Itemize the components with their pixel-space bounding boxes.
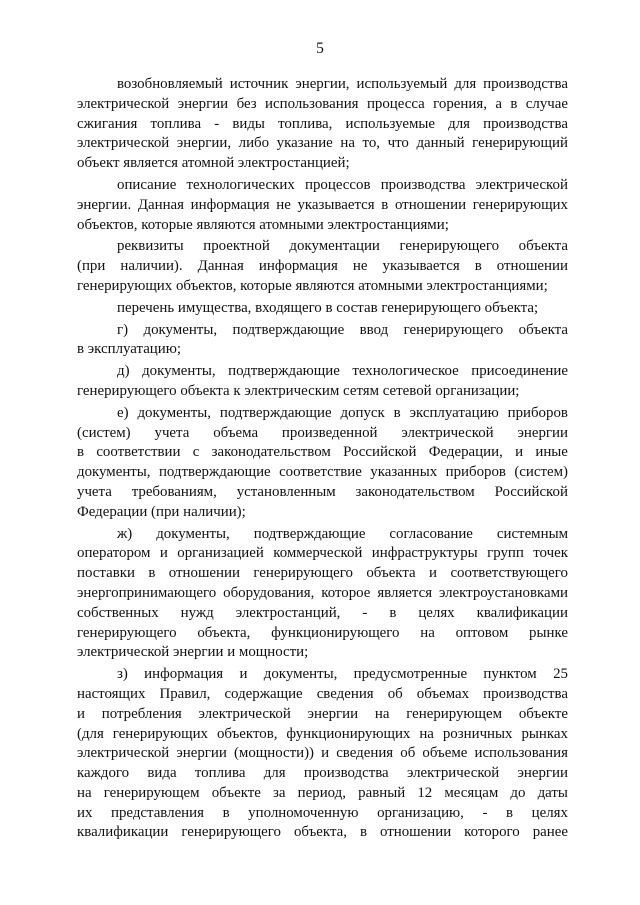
word: реквизиты — [117, 238, 184, 255]
word: электрической — [77, 95, 170, 112]
word: генерирующий — [472, 135, 568, 152]
word: электрической — [401, 424, 494, 441]
word: в — [474, 258, 482, 275]
word: содержащие — [224, 685, 303, 702]
word: и — [515, 444, 524, 461]
word: генерирующего — [181, 824, 281, 841]
word: е) — [117, 404, 129, 421]
word: является — [123, 155, 182, 172]
word: точек — [533, 545, 568, 562]
text-line — [77, 362, 568, 382]
word: иные — [535, 444, 568, 461]
word: энергии — [517, 765, 568, 782]
word: г) — [117, 321, 129, 338]
word: генерирующего — [403, 321, 504, 338]
word: законодательством — [211, 444, 331, 461]
word: производства — [303, 765, 389, 782]
word: для — [448, 115, 470, 132]
word: организации; — [435, 382, 520, 399]
word: коммерческой — [273, 545, 363, 562]
word: для — [454, 76, 477, 92]
text-line — [77, 340, 568, 360]
word: документы, — [263, 666, 338, 683]
word: случае — [525, 95, 568, 112]
word: и — [227, 644, 239, 661]
word: объекта — [366, 565, 416, 582]
word: функционирующего — [271, 624, 400, 641]
word: системным — [496, 525, 568, 542]
word: 12 — [417, 784, 433, 801]
word: энергии — [176, 745, 227, 762]
word: ввод — [359, 321, 389, 338]
word: объеме — [422, 745, 468, 762]
word: и — [159, 545, 168, 562]
word: квалификации — [77, 824, 169, 841]
word: и — [429, 565, 438, 582]
word: до — [510, 784, 526, 801]
word: поставки — [77, 565, 135, 582]
word: объекта — [518, 321, 568, 338]
word: сетевой — [382, 382, 436, 399]
word: законодательством — [355, 483, 475, 500]
word: а — [495, 95, 502, 112]
word: электроустановками — [438, 584, 568, 601]
word: эксплуатацию — [409, 404, 499, 421]
word: объекта — [180, 382, 234, 399]
word: данный — [416, 135, 465, 152]
text-line — [77, 134, 568, 154]
word: указанных — [370, 464, 438, 481]
word: не — [276, 196, 291, 213]
word: Данная — [197, 258, 244, 275]
word: объекта — [518, 238, 568, 255]
word: которые — [141, 216, 197, 233]
word: процессов — [304, 176, 371, 193]
word: отношении — [496, 258, 568, 275]
word: сжигания — [77, 115, 138, 132]
word: в — [77, 444, 85, 461]
text-line — [77, 424, 568, 444]
word: объекта; — [484, 299, 539, 316]
word: з) — [117, 666, 128, 683]
text-line — [77, 564, 568, 584]
word: подтверждающие — [219, 404, 332, 421]
word: технологическое — [352, 363, 459, 380]
word: приборов — [507, 404, 568, 421]
text-line — [77, 95, 568, 115]
word: электрическим — [244, 382, 344, 399]
word: организацией — [177, 545, 264, 562]
word: отношении — [168, 565, 240, 582]
word: энергии — [307, 705, 359, 722]
word: 25 — [553, 666, 568, 683]
word: для — [263, 765, 286, 782]
word: целях — [418, 604, 455, 621]
word: атомной — [181, 155, 238, 172]
word: наличии). — [120, 258, 183, 275]
word: электростанциями; — [426, 277, 548, 294]
word: Федерации, — [428, 444, 503, 461]
word: проектной — [203, 238, 270, 255]
word: потребления — [101, 705, 182, 722]
text-line — [77, 463, 568, 483]
word: Правил, — [159, 685, 211, 702]
text-line — [77, 257, 568, 277]
word: в — [393, 404, 401, 421]
word: организацию, — [377, 804, 464, 821]
word: состав — [336, 299, 382, 316]
word: соответствии — [96, 444, 181, 461]
word: энергии, — [176, 135, 232, 152]
word: являются — [196, 216, 260, 233]
word: Федерации — [77, 503, 152, 520]
text-line — [77, 382, 568, 402]
word: электрической — [77, 135, 170, 152]
word: в — [506, 804, 514, 821]
text-line — [77, 277, 568, 297]
word: равный — [358, 784, 406, 801]
word: входящего — [255, 299, 326, 316]
word: и — [239, 666, 248, 683]
word: энергии — [173, 644, 228, 661]
word: (систем) — [77, 424, 131, 441]
word: документы, — [137, 404, 211, 421]
text-line — [77, 404, 568, 424]
text-line — [77, 525, 568, 545]
word: информация — [144, 666, 224, 683]
word: то, — [362, 135, 381, 152]
word: - — [482, 804, 488, 821]
word: источник — [229, 76, 289, 92]
word: является — [377, 584, 433, 601]
word: оператором — [77, 545, 151, 562]
text-line — [77, 744, 568, 764]
word: согласование — [389, 525, 473, 542]
word: информация — [190, 196, 270, 213]
word: уполномоченную — [248, 804, 359, 821]
word: либо — [238, 135, 270, 152]
word: генерирующих — [112, 725, 208, 742]
word: установленным — [236, 483, 336, 500]
word: отношении — [380, 824, 452, 841]
word: в — [222, 804, 230, 821]
word: розничных — [442, 725, 513, 742]
word: объема — [213, 424, 259, 441]
word: вида — [147, 765, 177, 782]
word: электрической — [77, 644, 173, 661]
word: представления — [111, 804, 204, 821]
word: отношении — [394, 196, 467, 213]
word: электростанциями; — [327, 216, 449, 233]
word: предусмотренные — [353, 666, 468, 683]
word: которого — [464, 824, 520, 841]
text-line — [77, 784, 568, 804]
word: оборудования, — [223, 584, 315, 601]
word: виды — [232, 115, 265, 132]
text-line — [77, 503, 568, 523]
word: функционирующих — [286, 725, 411, 742]
word: не — [352, 258, 368, 275]
text-line — [77, 665, 568, 685]
word: горения, — [433, 95, 487, 112]
word: пунктом — [483, 666, 537, 683]
word: (мощности)) — [233, 745, 315, 762]
word: за — [273, 784, 286, 801]
word: объемах — [416, 685, 470, 702]
word: генерирующих — [472, 196, 568, 213]
word: генерирующего — [399, 238, 500, 255]
word: перечень — [117, 299, 178, 316]
word: описание — [117, 176, 177, 193]
word: и — [321, 745, 330, 762]
word: объекта, — [293, 824, 347, 841]
text-line — [77, 154, 568, 174]
word: присоединение — [471, 363, 568, 380]
word: используемый — [356, 76, 448, 92]
word: учета — [77, 483, 112, 500]
word: - — [214, 115, 220, 132]
word: документы, — [143, 321, 218, 338]
word: подтверждающие — [158, 464, 271, 481]
word: целях — [531, 804, 568, 821]
text-line — [77, 237, 568, 257]
word: имущества, — [177, 299, 256, 316]
page-number: 5 — [316, 40, 324, 57]
text-line — [77, 443, 568, 463]
text-line — [77, 604, 568, 624]
word: (систем) — [514, 464, 568, 481]
word: на — [420, 624, 435, 641]
word: объект — [77, 155, 124, 172]
word: энергии. — [77, 196, 132, 213]
word: объекта, — [197, 624, 251, 641]
word: атомными — [358, 277, 427, 294]
word: квалификации — [476, 604, 568, 621]
word: энергии — [517, 424, 568, 441]
word: электрической — [406, 765, 500, 782]
word: электрической — [198, 705, 291, 722]
word: сетям — [343, 382, 383, 399]
word: генерирующем — [103, 784, 200, 801]
word: об — [400, 745, 416, 762]
word: - — [362, 604, 368, 621]
text-line — [77, 544, 568, 564]
word: д) — [117, 363, 130, 380]
word: производства — [483, 115, 568, 132]
text-line — [77, 624, 568, 644]
word: объектов, — [77, 216, 142, 233]
word: даты — [537, 784, 568, 801]
word: электрической — [77, 745, 170, 762]
text-line — [77, 823, 568, 843]
word: (для — [77, 725, 104, 742]
word: генерирующего — [77, 624, 177, 641]
text-line — [77, 75, 568, 95]
text-line — [77, 804, 568, 824]
word: ранее — [532, 824, 568, 841]
word: приборов — [445, 464, 506, 481]
word: Российской — [494, 483, 568, 500]
word: эксплуатацию; — [87, 341, 181, 358]
word: в — [148, 565, 156, 582]
word: мощности; — [238, 644, 309, 661]
word: генерирующих — [77, 277, 176, 294]
word: допуск — [340, 404, 385, 421]
word: генерирующем — [406, 705, 503, 722]
word: использования — [474, 745, 568, 762]
word: объекте — [518, 705, 568, 722]
text-line — [77, 764, 568, 784]
word: документы, — [77, 464, 151, 481]
word: требованиям, — [131, 483, 217, 500]
word: технологических — [186, 176, 295, 193]
word: которые — [240, 277, 296, 294]
word: топлива — [150, 115, 202, 132]
word: учета — [154, 424, 190, 441]
word: на — [77, 784, 92, 801]
word: групп — [487, 545, 524, 562]
word: каждого — [77, 765, 130, 782]
word: в — [77, 341, 88, 358]
word: указывается — [297, 196, 375, 213]
word: подтверждающие — [253, 525, 366, 542]
word: энергопринимающего — [77, 584, 217, 601]
document-body — [77, 75, 568, 843]
text-line — [77, 321, 568, 341]
word: (при — [151, 503, 184, 520]
word: на — [374, 705, 390, 722]
word: в — [359, 824, 368, 841]
word: являются — [295, 277, 359, 294]
word: Данная — [137, 196, 184, 213]
text-line — [77, 483, 568, 503]
word: к — [233, 382, 245, 399]
word: что — [387, 135, 409, 152]
word: информация — [258, 258, 338, 275]
word: на — [419, 725, 434, 742]
word: на — [340, 135, 355, 152]
word: указывается — [382, 258, 460, 275]
word: производства — [483, 685, 568, 702]
text-line — [77, 299, 568, 319]
text-line — [77, 643, 568, 663]
word: подтверждающие — [232, 321, 345, 338]
word: генерирующего — [253, 565, 353, 582]
word: Российской — [343, 444, 417, 461]
text-line — [77, 685, 568, 705]
word: период, — [297, 784, 346, 801]
word: произведенной — [281, 424, 378, 441]
word: топлива — [194, 765, 246, 782]
word: генерирующего — [381, 299, 485, 316]
word: производства — [380, 176, 466, 193]
word: нужд — [180, 604, 214, 621]
word: которое — [321, 584, 371, 601]
word: энергии — [177, 95, 229, 112]
word: объекте — [211, 784, 261, 801]
word: сведения — [336, 745, 394, 762]
word: в — [389, 604, 397, 621]
text-line — [77, 196, 568, 216]
word: сведения — [316, 685, 374, 702]
word: их — [77, 804, 93, 821]
text-line — [77, 216, 568, 236]
word: собственных — [77, 604, 159, 621]
word: электростанций, — [235, 604, 341, 621]
word: об — [387, 685, 403, 702]
word: с — [192, 444, 200, 461]
word: документации — [289, 238, 380, 255]
word: генерирующего — [77, 382, 181, 399]
text-line — [77, 115, 568, 135]
word: использования — [265, 95, 359, 112]
word: документы, — [156, 525, 230, 542]
text-line — [77, 176, 568, 196]
word: электрической — [475, 176, 568, 193]
word: рынке — [529, 624, 568, 641]
word: возобновляемый — [117, 76, 223, 92]
word: производства — [483, 76, 568, 92]
word: ж) — [117, 525, 133, 542]
text-line — [77, 584, 568, 604]
word: оптовом — [455, 624, 509, 641]
word: процесса — [366, 95, 425, 112]
word: инфраструктуры — [371, 545, 478, 562]
text-line — [77, 725, 568, 745]
word: без — [236, 95, 257, 112]
word: соответствие — [279, 464, 362, 481]
word: в — [381, 196, 389, 213]
word: указание — [276, 135, 333, 152]
word: наличии); — [183, 503, 246, 520]
text-line — [77, 705, 568, 725]
word: в — [510, 95, 518, 112]
word: в — [325, 299, 337, 316]
word: энергии, — [295, 76, 350, 92]
word: месяцам — [444, 784, 499, 801]
word: и — [77, 705, 85, 722]
word: подтверждающие — [228, 363, 340, 380]
word: атомными — [259, 216, 328, 233]
word: настоящих — [77, 685, 146, 702]
word: объектов, — [216, 725, 278, 742]
word: рынках — [521, 725, 568, 742]
word: документы, — [142, 363, 216, 380]
word: объектов, — [175, 277, 241, 294]
word: электростанцией; — [237, 155, 350, 172]
word: (при — [77, 258, 106, 275]
word: топлива, — [278, 115, 333, 132]
word: соответствующего — [450, 565, 568, 582]
word: используемые — [345, 115, 435, 132]
